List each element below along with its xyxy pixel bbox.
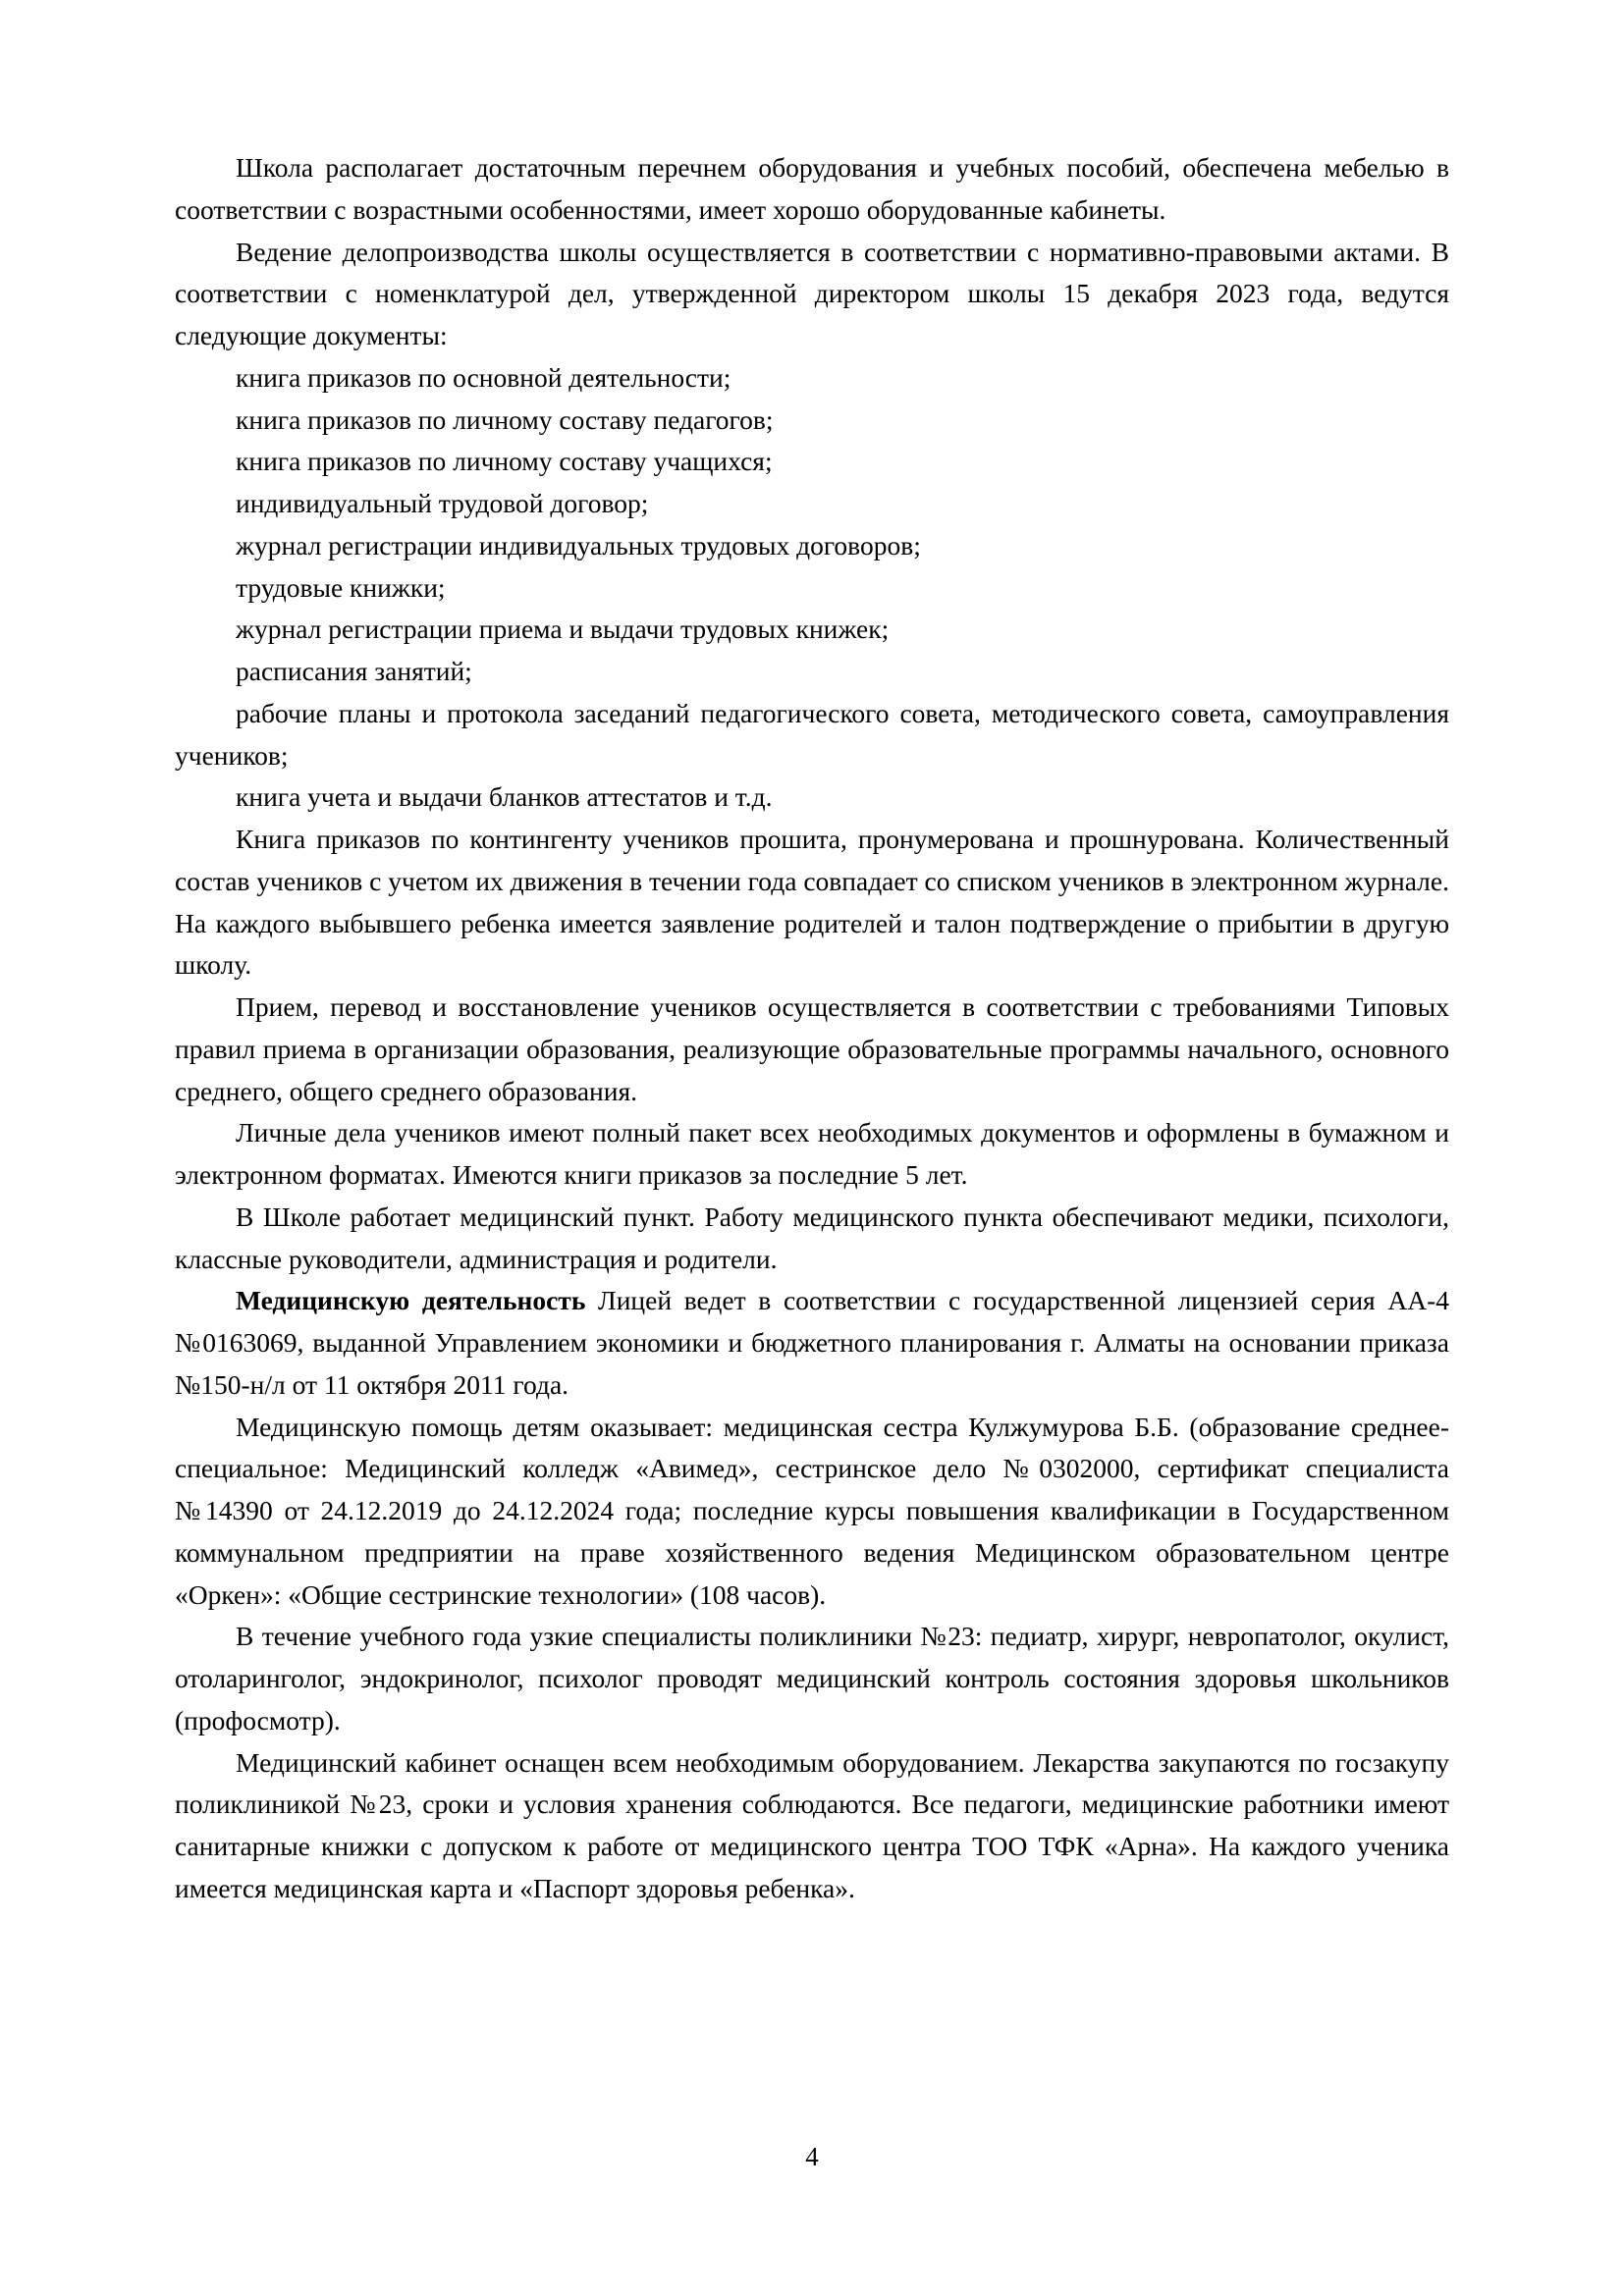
document-body (175, 147, 1449, 1910)
list-item: книга приказов по личному составу педагогов; (236, 403, 774, 435)
page-number: 4 (805, 2142, 819, 2171)
paragraph: Ведение делопроизводства школы осуществляется в соответствии с нормативно-правовыми актами. В соответствии с номенклатурой дел, утвержденной директором школы 15 декабря 2023 года, ведутся следующие документы: (175, 236, 1449, 350)
list-item: расписания занятий; (236, 656, 472, 686)
list-item: рабочие планы и протокола заседаний педагогического совета, методического совета, самоуправления учеников; (175, 697, 1449, 771)
list-item: журнал регистрации индивидуальных трудовых договоров; (236, 529, 921, 561)
paragraph: Медицинскую помощь детям оказывает: медицинская сестра Кулжумурова Б.Б. (образование среднее-специальное: Медицинский колледж «Авимед», сестринское дело №0302000, сертификат специалиста №14390 от 24.12.2019 до 24.12.2024 года; последние курсы повышения квалификации в Государственном коммунальном предприятии на праве хозяйственного ведения Медицинском образовательном центре «Оркен»: «Общие сестринские технологии» (108 часов). (175, 1411, 1449, 1610)
paragraph: В Школе работает медицинский пункт. Работу медицинского пункта обеспечивают медики, психологи, классные руководители, администрация и родители. (175, 1201, 1449, 1274)
paragraph: Прием, перевод и восстановление учеников осуществляется в соответствии с требованиями Типовых правил приема в организации образования, реализующие образовательные программы начального, основного среднего, общего среднего образования. (175, 991, 1449, 1106)
list-item: индивидуальный трудовой договор; (236, 488, 649, 518)
paragraph: Медицинский кабинет оснащен всем необходимым оборудованием. Лекарства закупаются по госзакупу поликлиникой №23, сроки и условия хранения соблюдаются. Все педагоги, медицинские работники имеют санитарные книжки с допуском к работе от медицинского центра ТОО ТФК «Арна». На каждого ученика имеется медицинская карта и «Паспорт здоровья ребенка». (175, 1746, 1449, 1903)
paragraph-medical-activity (175, 1280, 1449, 1406)
list-item: журнал регистрации приема и выдачи трудовых книжек; (236, 614, 890, 645)
paragraph: Школа располагает достаточным перечнем оборудования и учебных пособий, обеспечена мебелью в соответствии с возрастными особенностями, имеет хорошо оборудованные кабинеты. (175, 152, 1449, 225)
list-item: трудовые книжки; (236, 571, 446, 603)
list-item: книга приказов по личному составу учащихся; (236, 446, 773, 477)
paragraph-text: Лицей ведет в соответствии с государственной лицензией серия АА-4 №0163069, выданной Управлением экономики и бюджетного планирования г. Алматы на основании приказа №150-н/л от 11 октября 2011 года. (175, 1285, 1450, 1400)
bold-lead: Медицинскую деятельность (236, 1285, 586, 1316)
paragraph: Личные дела учеников имеют полный пакет всех необходимых документов и оформлены в бумажном и электронном форматах. Имеются книги приказов за последние 5 лет. (175, 1117, 1449, 1190)
paragraph: Книга приказов по контингенту учеников прошита, пронумерована и прошнурована. Количественный состав учеников с учетом их движения в течении года совпадает со списком учеников в электронном журнале. На каждого выбывшего ребенка имеется заявление родителей и талон подтверждение о прибытии в другую школу. (175, 824, 1449, 981)
list-item: книга приказов по основной деятельности; (236, 361, 731, 393)
list-item: книга учета и выдачи бланков аттестатов и т.д. (236, 781, 773, 813)
paragraph: В течение учебного года узкие специалисты поликлиники №23: педиатр, хирург, невропатолог, окулист, отоларинголог, эндокринолог, психолог проводят медицинский контроль состояния здоровья школьников (профосмотр). (175, 1621, 1449, 1735)
